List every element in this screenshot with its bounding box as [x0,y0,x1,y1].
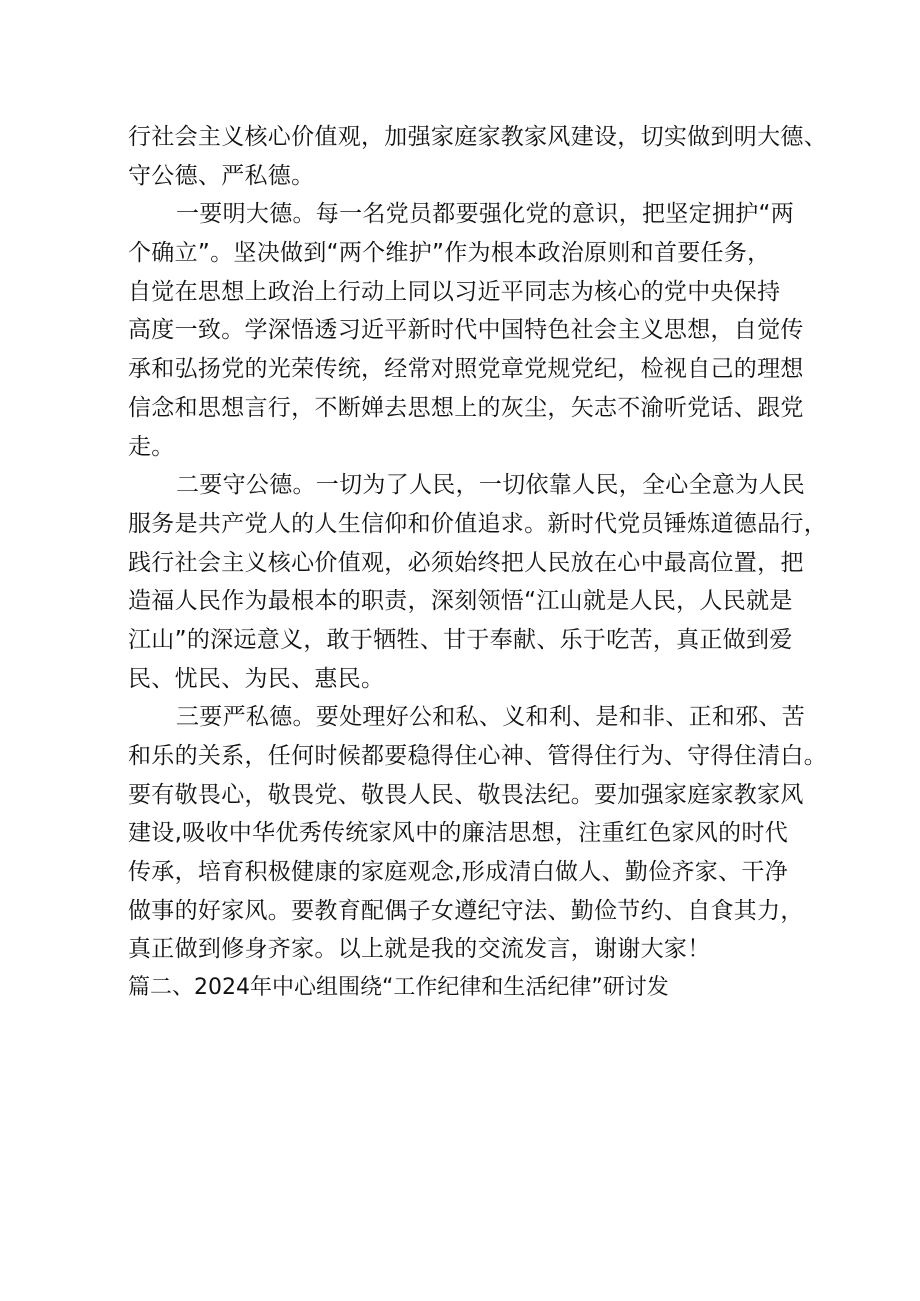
paragraph-first-line: 一要明大德。每一名党员都要强化党的意识，把坚定拥护“两 [176,201,795,228]
text-line: 做事的好家风。要教育配偶子女遵纪守法、勤俭节约、自食其力， [128,897,804,924]
text-line: 行社会主义核心价值观，加强家庭家教家风建设，切实做到明大德、 [128,124,827,150]
text-line: 信念和思想言行，不断婵去思想上的灰尘，矢志不渝听党话、跟党 [128,394,804,421]
text-line: 走。 [128,433,175,460]
text-line: 个确立”。坚决做到“两个维护”作为根本政治原则和首要任务， [128,240,771,267]
paragraph-first-line: 二要守公德。一切为了人民，一切依靠人民，全心全意为人民 [176,472,806,499]
text-line: 传承，培育积极健康的家庭观念,形成清白做人、勤俭齐家、干净 [128,859,789,886]
paragraph-first-line: 三要严私德。要处理好公和私、义和利、是和非、正和邪、苦 [176,704,806,731]
text-line: 真正做到修身齐家。以上就是我的交流发言，谢谢大家！ [128,936,711,963]
text-line: 建设,吸收中华优秀传统家风中的廉洁思想，注重红色家风的时代 [128,820,789,847]
text-line: 造福人民作为最根本的职责，深刻领悟“江山就是人民，人民就是 [128,588,793,615]
text-line: 高度一致。学深悟透习近平新时代中国特色社会主义思想，自觉传 [128,317,804,344]
text-line: 民、忧民、为民、惠民。 [128,665,385,692]
section-heading: 篇二、2024年中心组围绕“工作纪律和生活纪律”研讨发 [128,975,669,1001]
text-line: 守公德、严私德。 [128,162,315,189]
text-line: 承和弘扬党的光荣传统，经常对照党章党规党纪，检视自己的理想 [128,356,804,383]
text-line: 服务是共产党人的人生信仰和价值追求。新时代党员锤炼道德品行， [128,510,827,537]
text-line: 践行社会主义核心价值观，必须始终把人民放在心中最高位置，把 [128,549,804,576]
text-line: 江山”的深远意义，敢于牺牲、甘于奉献、乐于吃苦，真正做到爱 [128,626,793,653]
document-body [128,118,827,1008]
text-line: 和乐的关系，任何时候都要稳得住心神、管得住行为、守得住清白。 [128,743,827,769]
text-line: 要有敬畏心，敬畏党、敬畏人民、敬畏法纪。要加强家庭家教家风 [128,781,804,808]
text-line: 自觉在思想上政治上行动上同以习近平同志为核心的党中央保持 [128,278,781,305]
